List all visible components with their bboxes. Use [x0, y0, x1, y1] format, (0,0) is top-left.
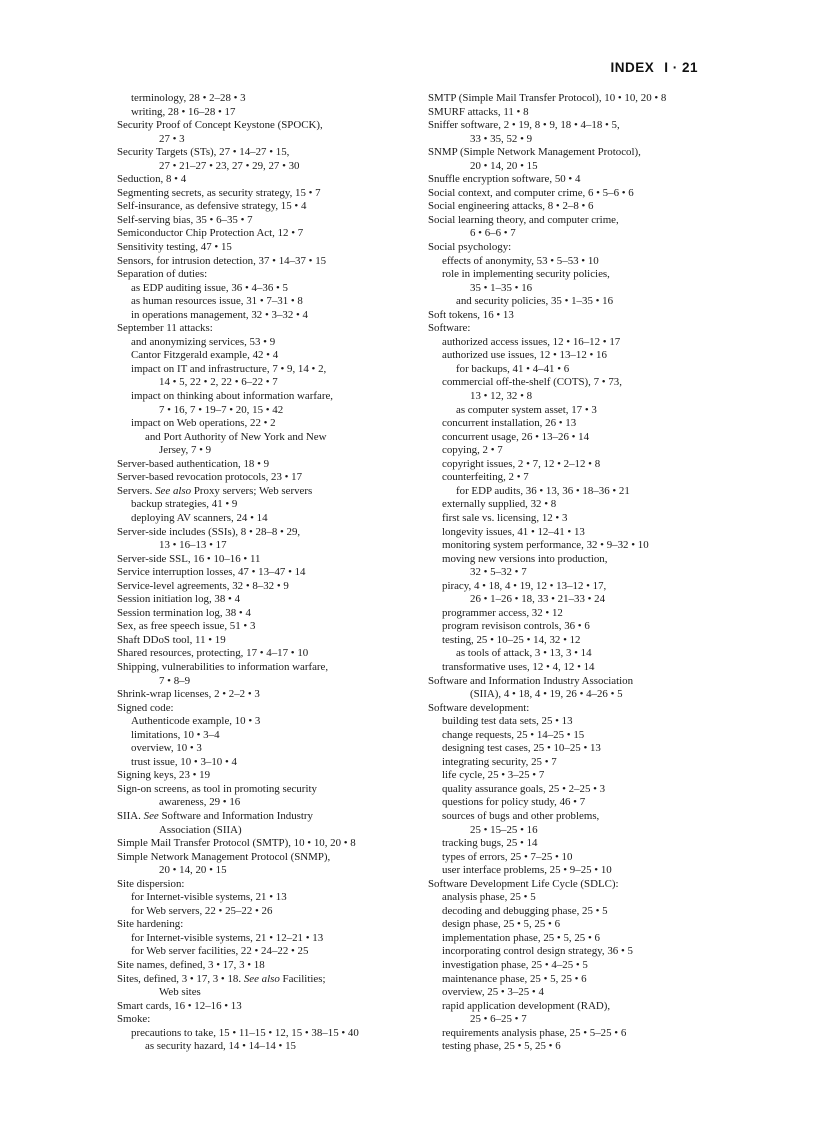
- index-subentry: concurrent installation, 26 • 13: [442, 417, 577, 430]
- index-entry: Soft tokens, 16 • 13: [428, 308, 514, 321]
- header-section: INDEX: [610, 60, 655, 75]
- index-subentry: life cycle, 25 • 3–25 • 7: [442, 769, 545, 782]
- index-entry: Separation of duties:: [117, 268, 208, 281]
- index-entry: Software and Information Industry Association: [428, 674, 634, 687]
- index-subentry: requirements analysis phase, 25 • 5–25 • 6: [442, 1026, 627, 1039]
- index-subentry: analysis phase, 25 • 5: [442, 891, 536, 904]
- index-entry: Shrink-wrap licenses, 2 • 2–2 • 3: [117, 688, 260, 701]
- index-entry: Site hardening:: [117, 918, 184, 931]
- index-subentry: testing phase, 25 • 5, 25 • 6: [442, 1040, 561, 1053]
- index-entry-continuation: Jersey, 7 • 9: [159, 444, 212, 457]
- index-entry-continuation: 27 • 21–27 • 23, 27 • 29, 27 • 30: [159, 159, 300, 172]
- index-subentry: investigation phase, 25 • 4–25 • 5: [442, 959, 588, 971]
- index-subentry: limitations, 10 • 3–4: [131, 728, 220, 741]
- index-entry: Service-level agreements, 32 • 8–32 • 9: [117, 579, 289, 592]
- index-entry: Service interruption losses, 47 • 13–47 • 14: [117, 566, 306, 579]
- index-subentry: for EDP audits, 36 • 13, 36 • 18–36 • 21: [456, 484, 630, 497]
- index-entry: Signing keys, 23 • 19: [117, 769, 211, 782]
- index-subentry: and security policies, 35 • 1–35 • 16: [456, 295, 614, 308]
- index-entry: Smart cards, 16 • 12–16 • 13: [117, 999, 242, 1012]
- index-subentry: rapid application development (RAD),: [442, 999, 611, 1012]
- index-subentry: copyright issues, 2 • 7, 12 • 2–12 • 8: [442, 457, 601, 470]
- index-entry: Signed code:: [117, 701, 174, 714]
- index-entry: Session initiation log, 38 • 4: [117, 593, 241, 606]
- index-entry: Sensitivity testing, 47 • 15: [117, 241, 232, 254]
- index-entry: Server-based revocation protocols, 23 • 17: [117, 471, 303, 484]
- running-header: [610, 60, 698, 75]
- index-entry: Self-insurance, as defensive strategy, 15 • 4: [117, 200, 307, 213]
- index-entry: Site names, defined, 3 • 17, 3 • 18: [117, 959, 265, 971]
- index-subentry: user interface problems, 25 • 9–25 • 10: [442, 864, 612, 877]
- index-subentry: monitoring system performance, 32 • 9–32 • 10: [442, 539, 649, 552]
- index-entry-continuation: Association (SIIA): [159, 823, 242, 836]
- index-subentry: design phase, 25 • 5, 25 • 6: [442, 918, 561, 931]
- index-entry: Security Targets (STs), 27 • 14–27 • 15,: [117, 146, 290, 159]
- index-subentry: as human resources issue, 31 • 7–31 • 8: [131, 295, 303, 308]
- index-entry: SMURF attacks, 11 • 8: [428, 105, 529, 118]
- index-subentry: for Internet-visible systems, 21 • 12–21 • 13: [131, 931, 324, 944]
- index-subentry: impact on thinking about information warfare,: [131, 390, 334, 403]
- index-entry-continuation: 7 • 8–9: [159, 674, 191, 687]
- index-subentry: concurrent usage, 26 • 13–26 • 14: [442, 430, 590, 443]
- index-subentry: piracy, 4 • 18, 4 • 19, 12 • 13–12 • 17,: [442, 579, 607, 592]
- index-subentry: overview, 10 • 3: [131, 742, 202, 755]
- index-subentry: in operations management, 32 • 3–32 • 4: [131, 308, 308, 321]
- index-entry: Shipping, vulnerabilities to information warfare,: [117, 660, 329, 673]
- index-subentry: deploying AV scanners, 24 • 14: [131, 511, 268, 524]
- index-entry: Software development:: [428, 701, 530, 714]
- index-entry: Sex, as free speech issue, 51 • 3: [117, 620, 256, 633]
- index-entry-continuation: 20 • 14, 20 • 15: [470, 159, 538, 172]
- index-entry: Semiconductor Chip Protection Act, 12 • 7: [117, 227, 304, 240]
- index-entry-continuation: 26 • 1–26 • 18, 33 • 21–33 • 24: [470, 593, 606, 606]
- index-entry: Sign-on screens, as tool in promoting security: [117, 782, 317, 795]
- index-subentry: types of errors, 25 • 7–25 • 10: [442, 850, 573, 863]
- index-subentry: trust issue, 10 • 3–10 • 4: [131, 755, 237, 768]
- index-subentry: moving new versions into production,: [442, 552, 608, 565]
- index-subentry: copying, 2 • 7: [442, 444, 503, 457]
- index-subentry: authorized use issues, 12 • 13–12 • 16: [442, 349, 607, 362]
- index-entry: September 11 attacks:: [117, 322, 213, 335]
- index-subentry: program revisison controls, 36 • 6: [442, 620, 590, 633]
- index-entry-continuation: 6 • 6–6 • 7: [470, 227, 516, 240]
- index-entry-continuation: 13 • 12, 32 • 8: [470, 390, 533, 403]
- index-entry: Sites, defined, 3 • 17, 3 • 18. See also Facilities;: [117, 972, 326, 985]
- index-subentry: effects of anonymity, 53 • 5–53 • 10: [442, 254, 599, 267]
- index-entry: Shaft DDoS tool, 11 • 19: [117, 633, 226, 646]
- index-subentry: writing, 28 • 16–28 • 17: [131, 105, 236, 118]
- index-subentry: authorized access issues, 12 • 16–12 • 17: [442, 335, 621, 348]
- index-subentry: decoding and debugging phase, 25 • 5: [442, 904, 608, 917]
- index-column-right: [428, 92, 728, 1054]
- index-entry: Social learning theory, and computer crime,: [428, 213, 619, 226]
- index-entry-continuation: 27 • 3: [159, 132, 185, 145]
- index-subentry: as computer system asset, 17 • 3: [456, 403, 597, 416]
- index-entry: Servers. See also Proxy servers; Web servers: [117, 484, 313, 497]
- index-subentry: transformative uses, 12 • 4, 12 • 14: [442, 660, 595, 673]
- index-entry-continuation: 13 • 16–13 • 17: [159, 539, 227, 552]
- index-entry: Self-serving bias, 35 • 6–35 • 7: [117, 213, 253, 226]
- index-entry: Site dispersion:: [117, 877, 185, 890]
- index-entry: Software Development Life Cycle (SDLC):: [428, 877, 619, 890]
- index-subentry: questions for policy study, 46 • 7: [442, 796, 586, 809]
- index-subentry: externally supplied, 32 • 8: [442, 498, 557, 511]
- index-entry: Social engineering attacks, 8 • 2–8 • 6: [428, 200, 594, 213]
- index-entry: Seduction, 8 • 4: [117, 173, 187, 186]
- index-subentry: Cantor Fitzgerald example, 42 • 4: [131, 349, 279, 362]
- index-subentry: overview, 25 • 3–25 • 4: [442, 986, 544, 999]
- index-entry-continuation: Web sites: [159, 986, 201, 999]
- index-entry: SNMP (Simple Network Management Protocol),: [428, 146, 641, 159]
- index-entry: Segmenting secrets, as security strategy, 15 • 7: [117, 186, 321, 199]
- index-subentry: implementation phase, 25 • 5, 25 • 6: [442, 931, 600, 944]
- index-subentry: maintenance phase, 25 • 5, 25 • 6: [442, 972, 587, 985]
- index-entry: Sensors, for intrusion detection, 37 • 14–37 • 15: [117, 254, 327, 267]
- index-subentry: commercial off-the-shelf (COTS), 7 • 73,: [442, 376, 622, 389]
- index-subentry: tracking bugs, 25 • 14: [442, 837, 538, 850]
- index-subentry: for Internet-visible systems, 21 • 13: [131, 891, 287, 904]
- index-subentry: for Web servers, 22 • 25–22 • 26: [131, 904, 273, 917]
- index-entry-continuation: 33 • 35, 52 • 9: [470, 132, 533, 145]
- index-entry-continuation: awareness, 29 • 16: [159, 796, 241, 809]
- index-entry: Shared resources, protecting, 17 • 4–17 • 10: [117, 647, 309, 660]
- index-entry: Snuffle encryption software, 50 • 4: [428, 173, 581, 186]
- index-entry-continuation: 20 • 14, 20 • 15: [159, 864, 227, 877]
- index-entry: Simple Network Management Protocol (SNMP),: [117, 850, 331, 863]
- index-subentry: backup strategies, 41 • 9: [131, 498, 238, 511]
- index-column-left: [117, 92, 409, 1054]
- index-subentry: role in implementing security policies,: [442, 268, 610, 281]
- index-entry: Security Proof of Concept Keystone (SPOCK),: [117, 119, 323, 132]
- index-entry-continuation: 25 • 15–25 • 16: [470, 823, 538, 836]
- index-subentry: impact on IT and infrastructure, 7 • 9, 14 • 2,: [131, 362, 327, 375]
- index-subentry: programmer access, 32 • 12: [442, 606, 563, 619]
- index-subentry: as security hazard, 14 • 14–14 • 15: [145, 1040, 296, 1053]
- index-entry: SMTP (Simple Mail Transfer Protocol), 10 • 10, 20 • 8: [428, 92, 667, 104]
- index-entry-continuation: (SIIA), 4 • 18, 4 • 19, 26 • 4–26 • 5: [470, 688, 623, 701]
- index-subentry: and Port Authority of New York and New: [145, 430, 327, 443]
- index-subentry: as EDP auditing issue, 36 • 4–36 • 5: [131, 281, 288, 294]
- index-entry: Social context, and computer crime, 6 • 5–6 • 6: [428, 186, 634, 199]
- index-subentry: incorporating control design strategy, 36 • 5: [442, 945, 633, 958]
- index-subentry: change requests, 25 • 14–25 • 15: [442, 728, 585, 741]
- index-subentry: testing, 25 • 10–25 • 14, 32 • 12: [442, 633, 581, 646]
- index-subentry: integrating security, 25 • 7: [442, 755, 557, 768]
- index-subentry: sources of bugs and other problems,: [442, 809, 600, 822]
- index-entry: Social psychology:: [428, 241, 512, 254]
- index-subentry: counterfeiting, 2 • 7: [442, 471, 529, 484]
- index-subentry: and anonymizing services, 53 • 9: [131, 335, 276, 348]
- index-entry: Software:: [428, 322, 471, 335]
- index-subentry: as tools of attack, 3 • 13, 3 • 14: [456, 647, 592, 660]
- index-entry: SIIA. See Software and Information Industry: [117, 809, 313, 822]
- index-subentry: precautions to take, 15 • 11–15 • 12, 15 • 38–15 • 40: [131, 1026, 359, 1039]
- index-entry-continuation: 32 • 5–32 • 7: [470, 566, 527, 579]
- index-subentry: impact on Web operations, 22 • 2: [131, 417, 276, 430]
- index-entry-continuation: 25 • 6–25 • 7: [470, 1013, 527, 1026]
- page-number: I · 21: [664, 60, 698, 75]
- index-subentry: building test data sets, 25 • 13: [442, 715, 573, 728]
- index-entry: Sniffer software, 2 • 19, 8 • 9, 18 • 4–18 • 5,: [428, 119, 620, 132]
- index-entry: Server-side includes (SSIs), 8 • 28–8 • 29,: [117, 525, 301, 538]
- index-subentry: quality assurance goals, 25 • 2–25 • 3: [442, 782, 606, 795]
- index-entry-continuation: 14 • 5, 22 • 2, 22 • 6–22 • 7: [159, 376, 278, 389]
- index-entry: Smoke:: [117, 1013, 151, 1026]
- index-subentry: first sale vs. licensing, 12 • 3: [442, 511, 568, 524]
- index-subentry: for backups, 41 • 4–41 • 6: [456, 362, 570, 375]
- index-entry: Session termination log, 38 • 4: [117, 606, 251, 619]
- index-subentry: terminology, 28 • 2–28 • 3: [131, 92, 246, 104]
- index-entry-continuation: 7 • 16, 7 • 19–7 • 20, 15 • 42: [159, 403, 284, 416]
- index-entry: Server-side SSL, 16 • 10–16 • 11: [117, 552, 261, 565]
- index-subentry: designing test cases, 25 • 10–25 • 13: [442, 742, 601, 755]
- index-entry-continuation: 35 • 1–35 • 16: [470, 281, 533, 294]
- index-subentry: longevity issues, 41 • 12–41 • 13: [442, 525, 585, 538]
- index-entry: Server-based authentication, 18 • 9: [117, 457, 270, 470]
- index-entry: Simple Mail Transfer Protocol (SMTP), 10 • 10, 20 • 8: [117, 837, 356, 850]
- index-subentry: for Web server facilities, 22 • 24–22 • 25: [131, 945, 309, 958]
- index-subentry: Authenticode example, 10 • 3: [131, 715, 261, 728]
